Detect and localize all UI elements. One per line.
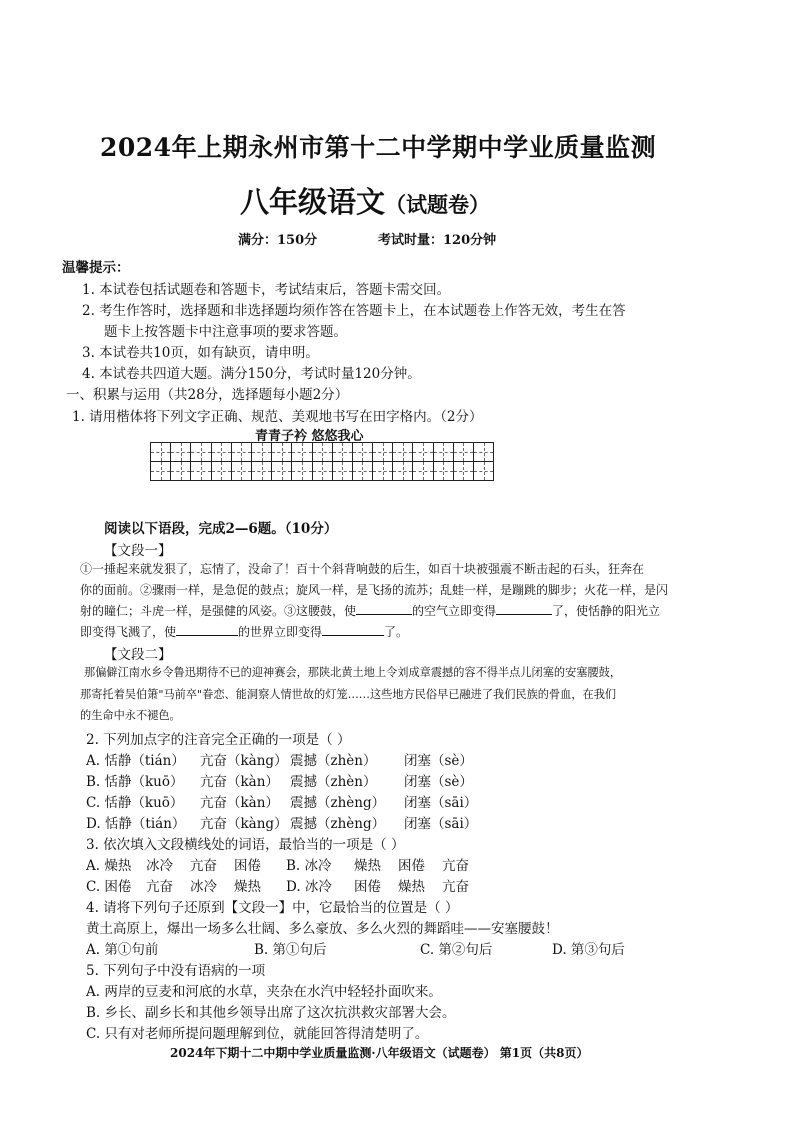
notice-heading: 温馨提示： <box>62 260 130 276</box>
grid-cell <box>474 443 494 462</box>
question-5-stem: 5. 下列句子中没有语病的一项 <box>86 963 266 979</box>
option-part: 震撼（zhèn） <box>290 774 377 790</box>
grid-cell <box>211 462 231 481</box>
subtitle-paren: （试题卷） <box>385 192 491 217</box>
grid-cell <box>171 462 191 481</box>
option-part: C. 恬静（kuō） <box>86 795 184 811</box>
grid-cell <box>352 443 372 462</box>
option-part: 闭塞（sāi） <box>404 816 478 832</box>
grid-cell <box>433 462 453 481</box>
grid-cell <box>393 462 413 481</box>
segment1-text: 了。 <box>384 625 409 639</box>
grid-cell <box>453 443 473 462</box>
calligraphy-text: 青青子衿 悠悠我心 <box>255 429 364 444</box>
grid-cell <box>191 443 211 462</box>
option-part: D. 第③句后 <box>552 942 625 958</box>
option-part: 闭塞（sāi） <box>404 795 478 811</box>
option-part: 燥热 <box>354 858 381 874</box>
grid-cell <box>332 443 352 462</box>
exam-subtitle <box>240 180 490 221</box>
grid-cell <box>433 443 453 462</box>
grid-cell <box>332 462 352 481</box>
option-part: B. 冰冷 <box>286 858 332 874</box>
grid-cell <box>272 462 292 481</box>
grid-cell <box>292 443 312 462</box>
segment1-text: 即变得飞溅了，使 <box>80 625 177 639</box>
option-part: 困倦 <box>234 858 261 874</box>
section1-heading: 一、积累与运用（共28分，选择题每小题2分） <box>66 387 349 403</box>
segment1-line: 你的面前。②骤雨一样，是急促的鼓点；旋风一样，是飞扬的流苏；乱蛙一样，是蹦跳的脚步；火花一样，是闪 <box>80 583 669 597</box>
grid-cell <box>272 443 292 462</box>
exam-title: 2024年上期永州市第十二中学期中学业质量监测 <box>100 133 657 162</box>
q4-options-row[interactable] <box>86 938 625 958</box>
grid-cell <box>151 462 171 481</box>
option-part: 燥热 <box>398 879 425 895</box>
full-score: 满分：150分 <box>238 233 318 248</box>
segment1-text: 了，使恬静的阳光立 <box>552 604 661 618</box>
option-part: D. 冰冷 <box>286 879 332 895</box>
segment1-line <box>80 602 660 619</box>
option-part: 亢奋（kàn） <box>200 795 279 811</box>
option-part: A. 恬静（tián） <box>86 753 185 769</box>
q3-options-row[interactable] <box>86 854 469 874</box>
q3-options-row[interactable] <box>86 875 469 895</box>
grid-cell <box>171 443 191 462</box>
option-part: 亢奋 <box>146 879 173 895</box>
option-part: A. 第①句前 <box>86 942 159 958</box>
segment2-line: 的生命中永不褪色。 <box>80 709 181 722</box>
segment1-line <box>80 623 408 640</box>
option-part: 震撼（zhèn） <box>290 753 377 769</box>
q2-option-d[interactable] <box>86 812 478 832</box>
q2-option-b[interactable] <box>86 770 473 790</box>
grid-cell <box>211 443 231 462</box>
grid-cell <box>413 443 433 462</box>
reading-heading: 阅读以下语段，完成2—6题。（10分） <box>104 521 338 537</box>
grid-cell <box>312 443 332 462</box>
option-part: B. 第①句后 <box>254 942 327 958</box>
option-part: A. 燥热 <box>86 858 132 874</box>
option-part: 震撼（zhèng） <box>290 795 386 811</box>
question-4-stem: 4. 请将下列句子还原到【文段一】中，它最恰当的位置是（ ） <box>86 900 459 916</box>
option-part: C. 第②句后 <box>420 942 493 958</box>
grid-cell <box>312 462 332 481</box>
notice-item-1: 1. 本试卷包括试题卷和答题卡，考试结束后，答题卡需交回。 <box>82 282 451 298</box>
notice-item-2a: 2. 考生作答时，选择题和非选择题均须作答在答题卡上，在本试题卷上作答无效，考生在答 <box>82 303 626 319</box>
question-2-stem: 2. 下列加点字的注音完全正确的一项是（ ） <box>86 732 351 748</box>
notice-item-3: 3. 本试卷共10页，如有缺页，请申明。 <box>82 345 319 361</box>
question-3-stem: 3. 依次填入文段横线处的词语，最恰当的一项是（ ） <box>86 837 405 853</box>
grid-cell <box>191 462 211 481</box>
option-part: 冰冷 <box>190 879 217 895</box>
option-part: 困倦 <box>354 879 381 895</box>
option-part: C. 困倦 <box>86 879 132 895</box>
segment2-line: 那寄托着吴伯箫"马前卒"眷恋、能洞察人情世故的灯笼……这些地方民俗早已融进了我们民族的骨血，在我们 <box>80 688 617 701</box>
option-part: 困倦 <box>398 858 425 874</box>
q4-sentence: 黄土高原上，爆出一场多么壮阔、多么豪放、多么火烈的舞蹈哇——安塞腰鼓！ <box>86 921 559 937</box>
grid-cell <box>151 443 171 462</box>
option-part: 闭塞（sè） <box>404 753 473 769</box>
option-part: 亢奋 <box>442 879 469 895</box>
grid-cell <box>474 462 494 481</box>
exam-time: 考试时量：120分钟 <box>378 233 497 248</box>
notice-item-4: 4. 本试卷共四道大题。满分150分，考试时量120分钟。 <box>82 366 421 382</box>
grid-cell <box>352 462 372 481</box>
option-part: 亢奋（kàng） <box>200 753 288 769</box>
segment1-label: 【文段一】 <box>104 543 172 559</box>
option-part: B. 恬静（kuō） <box>86 774 184 790</box>
option-part: 亢奋 <box>190 858 217 874</box>
subtitle-main: 八年级语文 <box>240 185 386 219</box>
fill-blank[interactable] <box>322 623 384 636</box>
option-part: 亢奋 <box>442 858 469 874</box>
grid-cell <box>251 462 271 481</box>
grid-cell <box>453 462 473 481</box>
grid-cell <box>231 462 251 481</box>
option-part: 亢奋（kàn） <box>200 774 279 790</box>
segment2-label: 【文段二】 <box>104 647 172 663</box>
fill-blank[interactable] <box>496 602 552 615</box>
q5-option-c[interactable]: C. 只有对老师所提问题理解到位，就能回答得清楚明了。 <box>86 1026 429 1042</box>
grid-cell <box>292 462 312 481</box>
q5-option-b[interactable]: B. 乡长、副乡长和其他乡领导出席了这次抗洪救灾部署大会。 <box>86 1005 456 1021</box>
notice-item-2b: 题卡上按答题卡中注意事项的要求答题。 <box>104 324 347 340</box>
grid-cell <box>251 443 271 462</box>
grid-cell <box>393 443 413 462</box>
fill-blank[interactable] <box>176 623 238 636</box>
grid-cell <box>373 443 393 462</box>
grid-cell <box>373 462 393 481</box>
segment2-line: 那偏僻江南水乡令鲁迅期待不已的迎神赛会，那陕北黄土地上令刘成章震撼的容不得半点儿闭塞的安塞腰鼓， <box>84 666 622 679</box>
q5-option-a[interactable]: A. 两岸的豆麦和河底的水草，夹杂在水汽中轻轻扑面吹来。 <box>86 984 442 1000</box>
question-1: 1. 请用楷体将下列文字正确、规范、美观地书写在田字格内。（2分） <box>72 409 483 425</box>
segment1-text: 的世界立即变得 <box>238 625 323 639</box>
grid-cell <box>231 443 251 462</box>
q2-option-a[interactable] <box>86 749 473 769</box>
grid-cell <box>413 462 433 481</box>
option-part: 闭塞（sè） <box>404 774 473 790</box>
option-part: 燥热 <box>234 879 261 895</box>
page-footer: 2024年下期十二中期中学业质量监测·八年级语文（试题卷） 第1页（共8页） <box>170 1046 589 1060</box>
option-part: 震撼（zhèng） <box>290 816 386 832</box>
tianzige-grid <box>150 442 494 481</box>
q2-option-c[interactable] <box>86 791 478 811</box>
segment1-line: ①一捶起来就发狠了，忘情了，没命了！百十个斜背响鼓的后生，如百十块被强震不断击起的石头，狂奔在 <box>80 562 645 576</box>
option-part: 亢奋（kàng） <box>200 816 288 832</box>
option-part: 冰冷 <box>146 858 173 874</box>
segment1-text: 的空气立即变得 <box>412 604 497 618</box>
option-part: D. 恬静（tián） <box>86 816 186 832</box>
segment1-text: 射的瞳仁；斗虎一样，是强健的风姿。③这腰鼓，使 <box>80 604 357 618</box>
fill-blank[interactable] <box>356 602 412 615</box>
